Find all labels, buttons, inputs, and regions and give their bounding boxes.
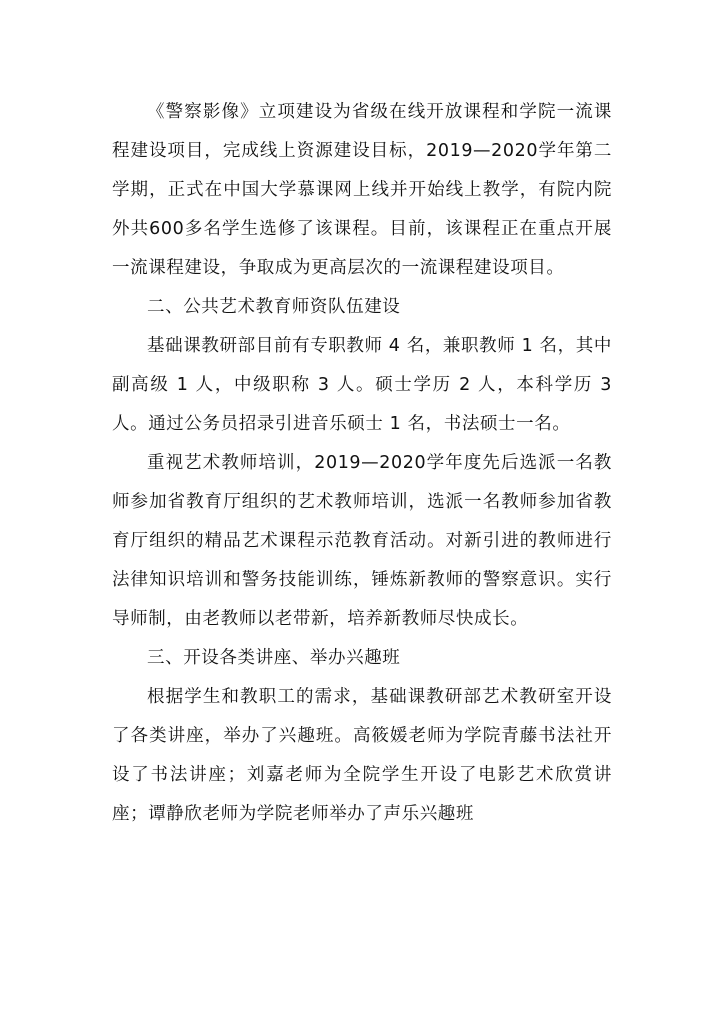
paragraph-faculty-count: 基础课教研部目前有专职教师 4 名，兼职教师 1 名，其中副高级 1 人，中级职称 3 人。硕士学历 2 人，本科学历 3 人。通过公务员招录引进音乐硕士 1 名，书法硕士一名。 [112, 336, 612, 434]
paragraph-course-project: 《警察影像》立项建设为省级在线开放课程和学院一流课程建设项目，完成线上资源建设目标，2019—2020学年第二学期，正式在中国大学慕课网上线并开始线上教学，有院内院外共600多名学生选修了该课程。目前，该课程正在重点开展一流课程建设，争取成为更高层次的一流课程建设项目。 [112, 102, 612, 278]
document-body [112, 93, 612, 834]
paragraph-lectures: 根据学生和教职工的需求，基础课教研部艺术教研室开设了各类讲座，举办了兴趣班。高筱媛老师为学院青藤书法社开设了书法讲座；刘嘉老师为全院学生开设了电影艺术欣赏讲座；谭静欣老师为学院老师举办了声乐兴趣班 [112, 687, 612, 824]
section-heading-lectures: 三、开设各类讲座、举办兴趣班 [147, 648, 401, 668]
paragraph-teacher-training: 重视艺术教师培训，2019—2020学年度先后选派一名教师参加省教育厅组织的艺术教师培训，选派一名教师参加省教育厅组织的精品艺术课程示范教育活动。对新引进的教师进行法律知识培训和警务技能训练，锤炼新教师的警察意识。实行导师制，由老教师以老带新，培养新教师尽快成长。 [112, 453, 612, 629]
section-heading-faculty: 二、公共艺术教育师资队伍建设 [147, 297, 401, 317]
